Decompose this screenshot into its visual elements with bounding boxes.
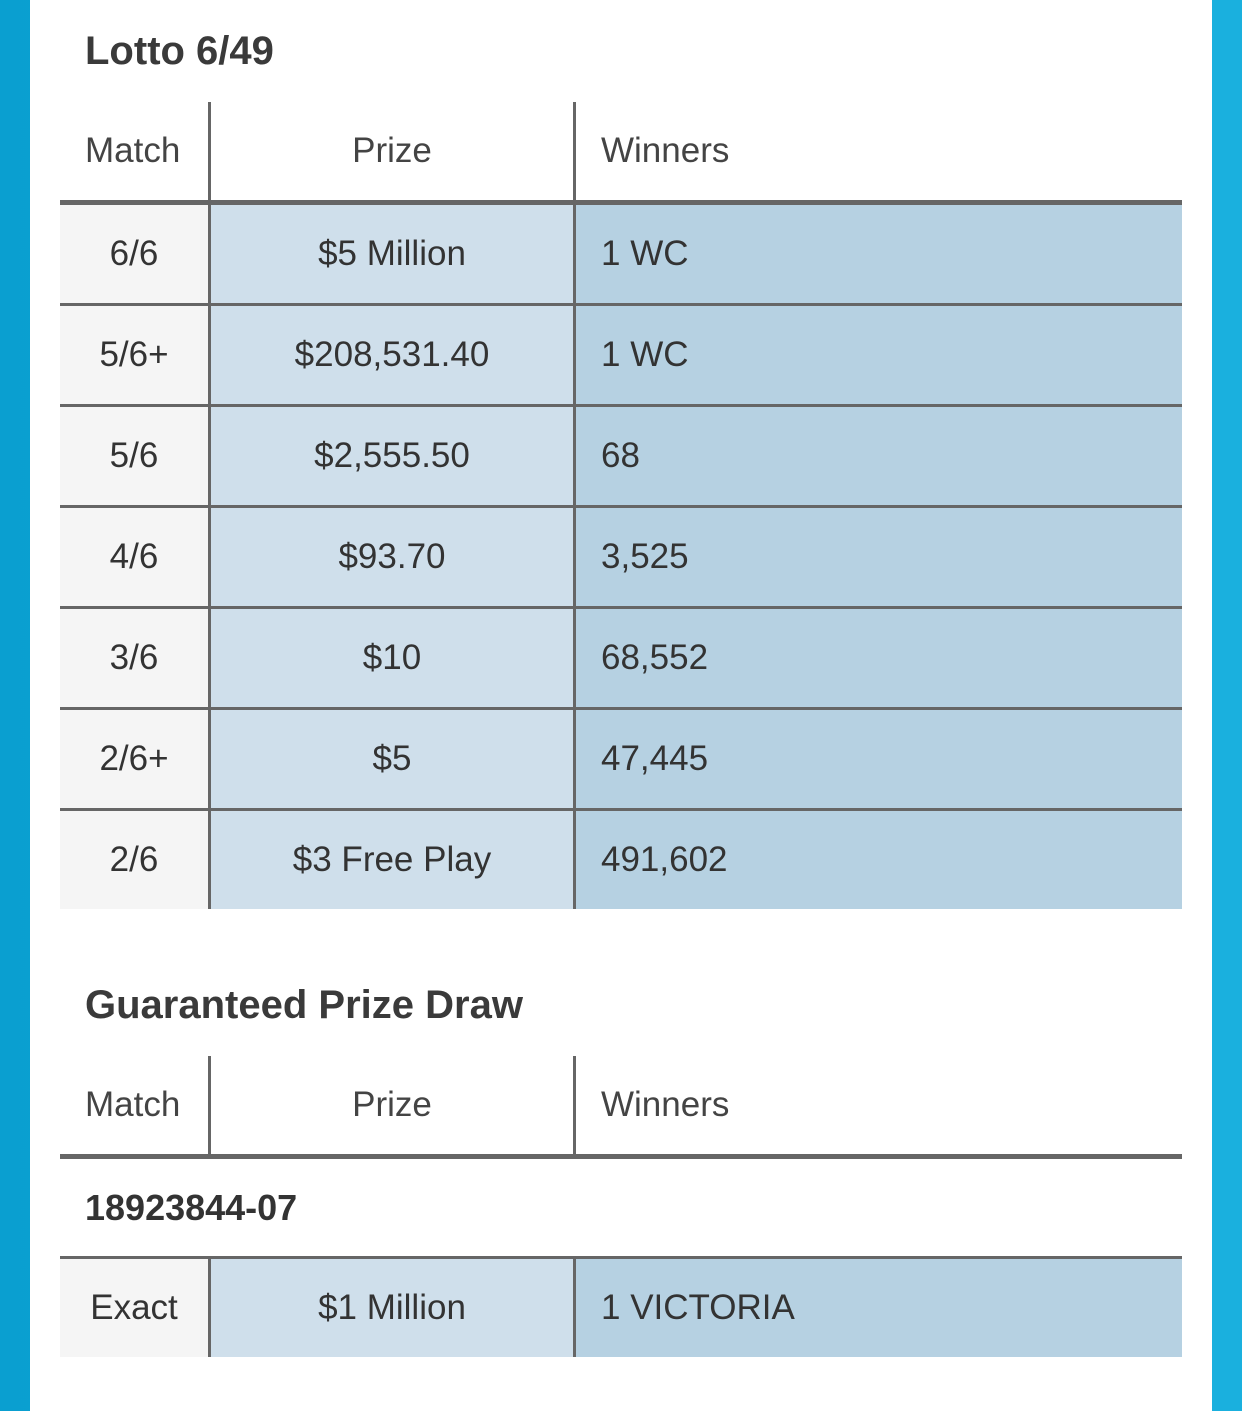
prize-cell: $2,555.50 <box>208 407 573 505</box>
winners-cell: 491,602 <box>573 811 1182 909</box>
table-header-row <box>60 102 1182 205</box>
match-cell: 4/6 <box>60 508 208 606</box>
guaranteed-prize-table <box>60 1056 1182 1357</box>
winners-cell: 68 <box>573 407 1182 505</box>
header-match: Match <box>85 1085 181 1124</box>
table-row <box>60 404 1182 505</box>
table-row <box>60 1259 1182 1357</box>
table-row <box>60 205 1182 303</box>
header-match: Match <box>85 131 181 170</box>
winners-cell: 3,525 <box>573 508 1182 606</box>
prize-cell: $93.70 <box>208 508 573 606</box>
match-cell: Exact <box>60 1259 208 1357</box>
prize-cell: $5 Million <box>208 205 573 303</box>
draw-id: 18923844-07 <box>85 1186 298 1228</box>
header-winners: Winners <box>573 1056 1182 1154</box>
table-row <box>60 505 1182 606</box>
prize-cell: $5 <box>208 710 573 808</box>
table-row <box>60 707 1182 808</box>
winners-cell: 47,445 <box>573 710 1182 808</box>
match-cell: 5/6+ <box>60 306 208 404</box>
match-cell: 2/6+ <box>60 710 208 808</box>
header-winners: Winners <box>573 102 1182 200</box>
table-row <box>60 808 1182 909</box>
winners-cell: 68,552 <box>573 609 1182 707</box>
table-header-row <box>60 1056 1182 1159</box>
prize-cell: $1 Million <box>208 1259 573 1357</box>
winners-cell: 1 WC <box>573 306 1182 404</box>
lotto-prize-table <box>60 102 1182 909</box>
prize-cell: $10 <box>208 609 573 707</box>
header-prize: Prize <box>208 102 573 200</box>
header-prize: Prize <box>208 1056 573 1154</box>
table-row <box>60 303 1182 404</box>
match-cell: 6/6 <box>60 205 208 303</box>
results-panel <box>30 0 1212 1411</box>
match-cell: 3/6 <box>60 609 208 707</box>
table-row <box>60 606 1182 707</box>
winners-cell: 1 WC <box>573 205 1182 303</box>
match-cell: 2/6 <box>60 811 208 909</box>
winners-cell: 1 VICTORIA <box>573 1259 1182 1357</box>
prize-cell: $3 Free Play <box>208 811 573 909</box>
guaranteed-section-title: Guaranteed Prize Draw <box>85 983 523 1027</box>
lotto-section-title: Lotto 6/49 <box>85 29 274 73</box>
prize-cell: $208,531.40 <box>208 306 573 404</box>
draw-id-row <box>60 1159 1182 1259</box>
match-cell: 5/6 <box>60 407 208 505</box>
